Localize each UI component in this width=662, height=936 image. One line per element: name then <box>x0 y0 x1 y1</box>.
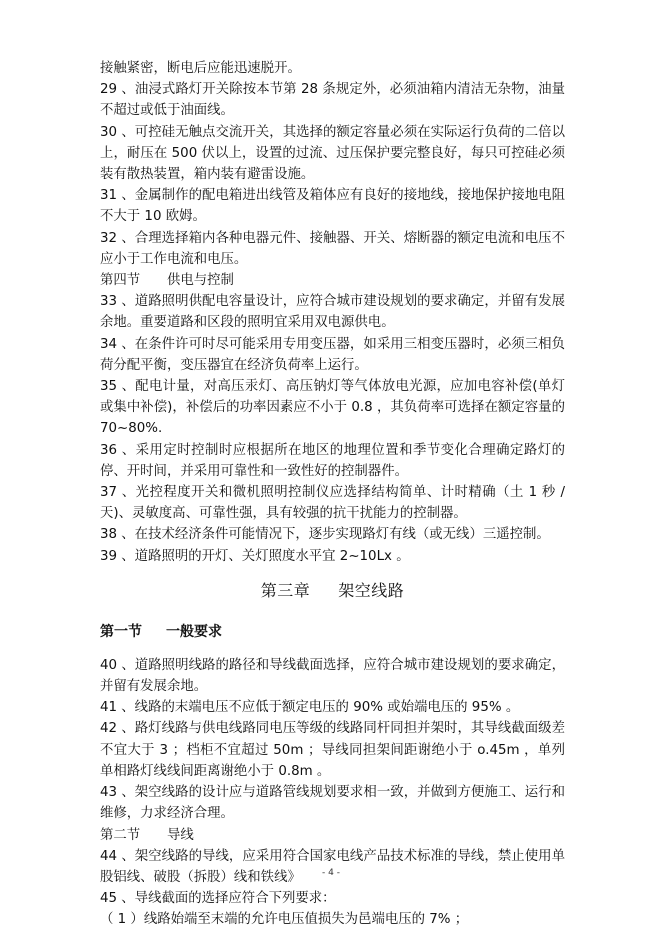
page-number: - 4 - <box>322 868 340 878</box>
paragraph-32: 32 、合理选择箱内各种电器元件、接触器、开关、熔断器的额定电流和电压不应小于工作电流和电压。 <box>100 230 565 267</box>
paragraph-42: 42 、路灯线路与供电线路同电压等级的线路同杆同担并架时，其导线截面级差不宜大于 3 ；档柜不宜超过 50m ；导线同担架间距谢绝小于 o.45m ，单列单相路灯线线间距离谢绝小于 0.8m 。 <box>100 721 565 779</box>
paragraph-45: 45 、导线截面的选择应符合下列要求： <box>100 891 336 907</box>
chapter-section-2-heading: 第二节 导线 <box>100 827 194 843</box>
paragraph-31: 31 、金属制作的配电箱进出线管及箱体应有良好的接地线，接地保护接地电阻不大于 10 欧姆。 <box>100 188 565 225</box>
chapter-name: 架空线路 <box>338 580 405 600</box>
paragraph-continuation: 接触紧密，断电后应能迅速脱开。 <box>100 61 301 76</box>
paragraph-35: 35 、配电计量，对高压汞灯、高压钠灯等气体放电光源，应加电容补偿(单灯或集中补偿)，补偿后的功率因素应不小于 0.8 ，其负荷率可选择在额定容量的 70~80%. <box>100 379 565 437</box>
paragraph-34: 34 、在条件许可时尽可能采用专用变压器，如采用三相变压器时，必须三相负荷分配平衡，变压器宜在经济负荷率上运行。 <box>100 336 565 373</box>
chapter-number: 第三章 <box>260 580 311 600</box>
section-4-heading: 第四节 供电与控制 <box>100 273 234 289</box>
section-number: 第一节 <box>100 623 142 640</box>
paragraph-30: 30 、可控硅无触点交流开关，其选择的额定容量必须在实际运行负荷的二倍以上，耐压在 500 伏以上，设置的过流、过压保护要完整良好，每只可控硅必须装有散热装置，箱内装有避雷设施。 <box>100 124 565 183</box>
section-name: 一般要求 <box>166 623 222 640</box>
page-content <box>100 58 565 931</box>
paragraph-37: 37 、光控程度开关和微机照明控制仪应选择结构简单、计时精确（土 1 秒 / 天)、灵敏度高、可靠性强，具有较强的抗干扰能力的控制器。 <box>100 485 565 522</box>
paragraph-44: 44 、架空线路的导线，应采用符合国家电线产品技术标准的导线，禁止使用单股铝线、破股（拆股）线和铁线》 <box>100 848 565 885</box>
paragraph-43: 43 、架空线路的设计应与道路管线规划要求相一致，并做到方便施工、运行和维修，力求经济合理。 <box>100 785 565 822</box>
paragraph-45-item-1: （ 1 ）线路始端至末端的允许电压值损失为邑端电压的 7% ； <box>100 912 469 928</box>
paragraph-33: 33 、道路照明供配电容量设计，应符合城市建设规划的要求确定，并留有发展余地。重要道路和区段的照明宜采用双电源供电。 <box>100 294 565 331</box>
chapter-title <box>100 579 565 603</box>
chapter-section-1-heading <box>100 621 565 643</box>
paragraph-39: 39 、道路照明的开灯、关灯照度水平宜 2~10Lx 。 <box>100 548 410 564</box>
paragraph-38: 38 、在技术经济条件可能情况下，逐步实现路灯有线（或无线）三遥控制。 <box>100 527 550 543</box>
paragraph-41: 41 、线路的末端电压不应低于额定电压的 90% 或始端电压的 95% 。 <box>100 700 520 716</box>
paragraph-40: 40 、道路照明线路的路径和导线截面选择，应符合城市建设规划的要求确定，并留有发展余地。 <box>100 657 565 695</box>
paragraph-29: 29 、油浸式路灯开关除按本节第 28 条规定外，必须油箱内清洁无杂物，油量不超过或低于油面线。 <box>100 82 565 119</box>
paragraph-36: 36 、采用定时控制时应根据所在地区的地理位置和季节变化合理确定路灯的停、开时间，并采用可靠性和一致性好的控制器件。 <box>100 442 565 479</box>
